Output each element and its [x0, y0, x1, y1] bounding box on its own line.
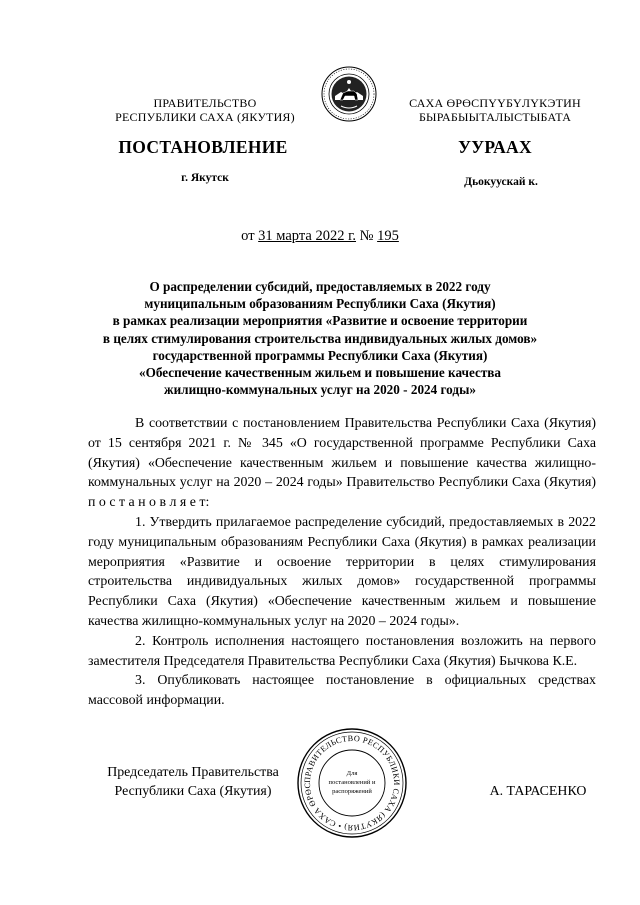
- signatory-position-line2: Республики Саха (Якутия): [114, 784, 272, 799]
- signatory-position-line1: Председатель Правительства: [107, 765, 279, 780]
- item-2-paragraph: 2. Контроль исполнения настоящего постановления возложить на первого заместителя Председателя Правительства Республики Саха (Якутия) Бычкова К.Е.: [88, 633, 596, 669]
- seal-ring-textpath: ПРАВИТЕЛЬСТВО РЕСПУБЛИКИ САХА (ЯКУТИЯ) • САХА ӨРӨС: [302, 733, 402, 833]
- date-prefix: от: [241, 228, 255, 244]
- number-sign: №: [359, 228, 374, 244]
- title-line: О распределении субсидий, предоставляемых в 2022 году: [149, 279, 491, 294]
- official-seal: [296, 727, 408, 839]
- doc-type-sah: УУРААХ: [458, 137, 532, 157]
- doc-date: 31 марта 2022 г.: [258, 228, 357, 244]
- date-line: [0, 228, 640, 245]
- preamble-paragraph: [88, 414, 596, 513]
- seal-center-line3: распоряжений: [332, 788, 372, 795]
- title-line: государственной программы Республики Саха (Якутия): [152, 347, 488, 363]
- seal-center-line1: Для: [346, 770, 358, 777]
- gov-name-sah-line1: САХА ӨРӨСПҮҮБҮЛҮКЭТИН: [409, 96, 581, 110]
- document-body: [88, 414, 596, 711]
- preamble-text: В соответствии с постановлением Правительства Республики Саха (Якутия) от 15 сентября 2021 г. № 345 «О государственной программе Республики Саха (Якутия) «Обеспечение качественным жильем и повышение качества жилищно-коммунальных услуг на 2020 – 2024 годы» Правительство Республики Саха (Якутия): [88, 416, 596, 491]
- seal-center-line2: постановлений и: [328, 779, 376, 786]
- header-left: [100, 96, 310, 124]
- header-right: [385, 96, 605, 124]
- title-line: жилищно-коммунальных услуг на 2020 - 2024 годы»: [164, 382, 476, 398]
- title-line: в рамках реализации мероприятия «Развитие и освоение территории: [112, 313, 528, 329]
- item-1-paragraph: 1. Утвердить прилагаемое распределение субсидий, предоставляемых в 2022 году муниципальным образованиям Республики Саха (Якутия) в рамках реализации мероприятия «Развитие и освоение территории в целях стимулирования строительства индивидуальных жилых домов» государственной программы Республики Саха (Якутия) «Обеспечение качественным жильем и повышение качества жилищно-коммунальных услуг на 2020 – 2024 годы».: [88, 514, 596, 629]
- gov-name-ru-line1: ПРАВИТЕЛЬСТВО: [153, 96, 257, 110]
- title-line: муниципальным образованиям Республики Саха (Якутия): [144, 296, 496, 312]
- resolves-text: п о с т а н о в л я е т:: [88, 495, 210, 511]
- title-line: в целях стимулирования строительства индивидуальных жилых домов»: [102, 330, 538, 346]
- coat-of-arms-icon: [321, 66, 377, 122]
- title-line: «Обеспечение качественным жильем и повышение качества: [138, 365, 502, 381]
- city-ru: г. Якутск: [181, 172, 229, 184]
- item-3-paragraph: 3. Опубликовать настоящее постановление в официальных средствах массовой информации.: [88, 673, 596, 709]
- gov-name-sah-line2: БЫРАБЫЫТАЛЫСТЫБАТА: [418, 110, 572, 124]
- gov-name-ru-line2: РЕСПУБЛИКИ САХА (ЯКУТИЯ): [115, 110, 295, 124]
- signatory-position: [88, 763, 298, 801]
- doc-type-ru: ПОСТАНОВЛЕНИЕ: [118, 137, 288, 157]
- signatory-name: А. ТАРАСЕНКО: [489, 784, 587, 799]
- city-sah: Дьокуускай к.: [464, 176, 538, 188]
- document-title: [60, 278, 580, 398]
- doc-number: 195: [377, 228, 399, 244]
